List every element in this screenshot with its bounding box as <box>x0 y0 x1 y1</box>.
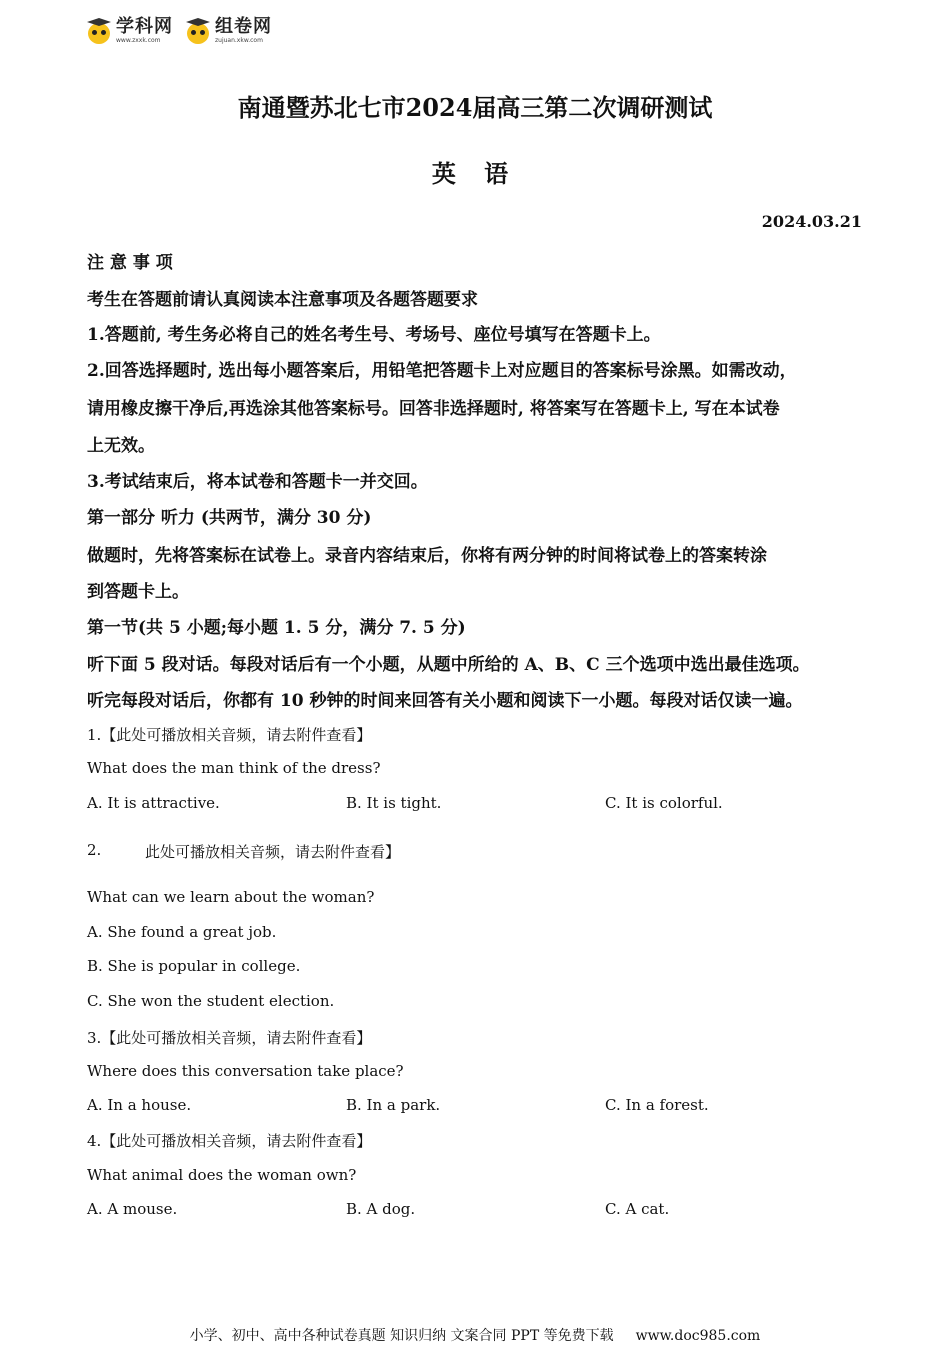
q1-option-c: C. It is colorful. <box>605 794 723 812</box>
exam-title: 南通暨苏北七市2024届高三第二次调研测试 <box>237 93 713 122</box>
q2-number: 2. <box>87 841 102 859</box>
footer-text: 小学、初中、高中各种试卷真题 知识归纳 文案合同 PPT 等免费下载 <box>189 1328 614 1344</box>
q3-question: Where does this conversation take place? <box>87 1062 404 1080</box>
q2-option-b: B. She is popular in college. <box>87 957 301 975</box>
q4-option-c: C. A cat. <box>605 1200 670 1218</box>
xueke-logo[interactable] <box>86 18 173 44</box>
part1-desc-line-1: 做题时，先将答案标在试卷上。录音内容结束后，你将有两分钟的时间将试卷上的答案转涂 <box>87 546 767 566</box>
q1-audio-link[interactable]: 1.【此处可播放相关音频，请去附件查看】 <box>87 726 372 744</box>
page-footer <box>0 1325 950 1345</box>
logo-bar <box>86 14 272 48</box>
exam-date: 2024.03.21 <box>761 212 862 231</box>
section1-instruction-line-1: 听下面 5 段对话。每段对话后有一个小题，从题中所给的 A、B、C 三个选项中选出最佳选项。 <box>87 655 810 675</box>
exam-subject: 英 语 <box>431 159 519 188</box>
notice-item-2-line-1: 2.回答选择题时, 选出每小题答案后，用铅笔把答题卡上对应题目的答案标号涂黑。如需改动， <box>87 361 797 381</box>
q3-option-a: A. In a house. <box>87 1096 192 1114</box>
footer-link[interactable]: www.doc985.com <box>635 1328 761 1344</box>
zujuan-logo[interactable] <box>185 18 272 44</box>
q2-option-c: C. She won the student election. <box>87 992 335 1010</box>
q1-option-b: B. It is tight. <box>346 794 442 812</box>
zujuan-logo-url: zujuan.xkw.com <box>215 37 263 44</box>
part1-heading: 第一部分 听力 (共两节，满分 30 分) <box>87 508 372 528</box>
xueke-logo-name: 学科网 <box>116 16 173 37</box>
section1-heading: 第一节(共 5 小题;每小题 1. 5 分，满分 7. 5 分) <box>87 618 466 638</box>
xueke-logo-url: www.zxxk.com <box>116 37 161 44</box>
notice-item-3: 3.考试结束后，将本试卷和答题卡一并交回。 <box>87 472 428 492</box>
q4-audio-link[interactable]: 4.【此处可播放相关音频，请去附件查看】 <box>87 1132 372 1150</box>
notice-item-2-line-2: 请用橡皮擦干净后,再选涂其他答案标号。回答非选择题时, 将答案写在答题卡上, 写在本试卷 <box>87 399 780 419</box>
mascot-icon <box>86 18 112 44</box>
q4-option-a: A. A mouse. <box>87 1200 178 1218</box>
notice-item-1: 1.答题前, 考生务必将自己的姓名考生号、考场号、座位号填写在答题卡上。 <box>87 325 661 345</box>
zujuan-logo-name: 组卷网 <box>215 16 272 37</box>
q1-option-a: A. It is attractive. <box>87 794 220 812</box>
q1-question: What does the man think of the dress? <box>87 759 381 777</box>
q2-option-a: A. She found a great job. <box>87 923 277 941</box>
notice-item-2-line-3: 上无效。 <box>87 436 155 456</box>
q4-question: What animal does the woman own? <box>87 1166 357 1184</box>
notice-heading: 注 意 事 项 <box>87 253 173 273</box>
q4-option-b: B. A dog. <box>346 1200 416 1218</box>
q3-audio-link[interactable]: 3.【此处可播放相关音频，请去附件查看】 <box>87 1029 372 1047</box>
q2-audio-link[interactable]: 此处可播放相关音频，请去附件查看】 <box>145 843 401 861</box>
q3-option-b: B. In a park. <box>346 1096 441 1114</box>
mascot-icon <box>185 18 211 44</box>
section1-instruction-line-2: 听完每段对话后，你都有 10 秒钟的时间来回答有关小题和阅读下一小题。每段对话仅读一遍。 <box>87 691 803 711</box>
q2-question: What can we learn about the woman? <box>87 888 375 906</box>
part1-desc-line-2: 到答题卡上。 <box>87 582 189 602</box>
q3-option-c: C. In a forest. <box>605 1096 709 1114</box>
notice-intro: 考生在答题前请认真阅读本注意事项及各题答题要求 <box>87 290 478 310</box>
